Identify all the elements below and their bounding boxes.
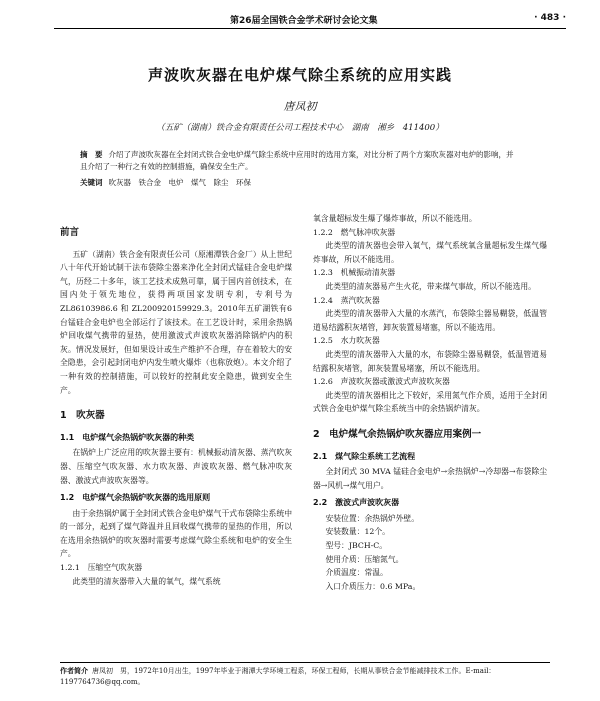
section-heading-1-1: 1.1 电炉煤气余热锅炉吹灰器的种类 [60, 432, 195, 442]
keywords-text: 吹灰器 铁合金 电炉 煤气 除尘 环保 [108, 178, 251, 187]
section-heading-1-2-3: 1.2.3 机械振动清灰器 [313, 268, 396, 278]
paper-title: 声波吹灰器在电炉煤气除尘系统的应用实践 [147, 66, 452, 84]
paper-author: 唐凤初 [283, 100, 317, 113]
section-1-2-6-paragraph: 此类型的清灰器相比之下较好，采用氮气作介质，适用于全封闭式铁合金电炉煤气除尘系统当中的余热锅炉清灰。 [313, 390, 547, 414]
right-column [313, 212, 547, 593]
section-heading-1: 1 吹灰器 [60, 410, 105, 422]
section-heading-1-2: 1.2 电炉煤气余热锅炉吹灰器的选用原则 [60, 493, 211, 503]
section-heading-2-2: 2.2 激波式声波吹灰器 [313, 498, 400, 508]
abstract-label: 摘 要 [80, 150, 103, 159]
running-header [54, 12, 566, 29]
spec-install-position: 安装位置：余热锅炉外壁。 [325, 513, 420, 523]
section-1-2-paragraph: 由于余热锅炉属于全封闭式铁合金电炉煤气干式布袋除尘系统中的一部分，起到了煤气降温并且回收煤气携带的显热的作用，所以在选用余热锅炉的吹灰器时需要考虑煤气除尘系统和电炉的安全生产。 [60, 508, 292, 559]
keywords [80, 177, 520, 188]
section-1-2-1-continued: 氧含量超标发生爆了爆炸事故，所以不能选用。 [313, 214, 477, 223]
section-heading-2: 2 电炉煤气余热锅炉吹灰器应用案例一 [313, 428, 482, 440]
section-1-2-4-paragraph: 此类型的清灰器带入大量的水蒸汽，布袋除尘器易糊袋，低温管道易结露积灰堵管，卸灰装置易堵塞，所以不能选用。 [313, 309, 547, 332]
section-2-1-paragraph: 全封闭式 30 MVA 锰硅合金电炉→余热锅炉→冷却器→布袋除尘器→风机→煤气用户。 [313, 467, 547, 490]
spec-install-count: 安装数量：12个。 [325, 527, 390, 537]
spec-inlet-pressure: 入口介质压力：0.6 MPa。 [325, 581, 421, 591]
section-heading-1-2-5: 1.2.5 水力吹灰器 [313, 336, 380, 346]
abstract [80, 149, 520, 173]
section-1-1-paragraph: 在锅炉上广泛应用的吹灰器主要有：机械振动清灰器、蒸汽吹灰器、压缩空气吹灰器、水力吹灰器、声波吹灰器、燃气脉冲吹灰器、激波式声波吹灰器等。 [60, 448, 292, 485]
spec-medium-temperature: 介质温度：常温。 [325, 568, 388, 578]
running-header-title: 第26届全国铁合金学术研讨会论文集 [230, 16, 378, 26]
spec-model: 型号：JBCH-C。 [325, 541, 388, 551]
keywords-label: 关键词 [80, 178, 103, 187]
section-heading-preface: 前言 [60, 227, 80, 238]
section-heading-1-2-6: 1.2.6 声波吹灰器或激波式声波吹灰器 [313, 377, 450, 387]
section-heading-1-2-4: 1.2.4 蒸汽吹灰器 [313, 295, 380, 305]
abstract-text: 介绍了声波吹灰器在全封闭式铁合金电炉煤气除尘系统中应用时的选用方案，对比分析了两个方案吹灰器对电炉的影响，并且介绍了一种行之有效的控制措施，确保安全生产。 [80, 150, 514, 171]
section-heading-2-1: 2.1 煤气除尘系统工艺流程 [313, 451, 416, 461]
section-1-2-5-paragraph: 此类型的清灰器带入大量的水，布袋除尘器易糊袋，低温管道易结露积灰堵管，卸灰装置易堵塞，所以不能选用。 [313, 349, 547, 373]
author-footnote [60, 662, 550, 688]
preface-paragraph: 五矿（湖南）铁合金有限责任公司（原湘潭铁合金厂）从上世纪八十年代开始试制干法布袋除尘器来净化全封闭式锰硅合金电炉煤气，历经二十多年，该工艺技术成熟可靠，属于国内首创技术，在国内处于领先地位，获得两项国家发明专利，专利号为 ZL86103986.6 和 ZL200920159929.3。2010年五矿湖铁有6台锰硅合金电炉也全部运行了该技术。在工艺设计时，采用余热锅炉回收煤气携带的显热，使用激波式声波吹灰器消除锅炉内的积灰。情况发展好，但如果设计或生产维护不合理，存在着较大的安全隐患，会引起封闭电炉内发生喷火爆炸（也称放炮）。本文介绍了一种有效的控制措施，可以较好的控制此安全隐患，做到安全生产。 [60, 249, 292, 395]
section-1-2-2-paragraph: 此类型的清灰器也会带入氧气，煤气系统氧含量超标发生煤气爆炸事故，所以不能选用。 [313, 241, 547, 264]
spec-medium: 使用介质：压缩氮气。 [325, 554, 404, 564]
footnote-text: 唐凤初 男，1972年10月出生，1997年毕业于湘潭大学环境工程系，环保工程师，长期从事铁合金节能减排技术工作。E-mail：1197764736@qq.com。 [60, 667, 496, 686]
section-heading-1-2-1: 1.2.1 压缩空气吹灰器 [60, 563, 143, 573]
section-1-2-3-paragraph: 此类型的清灰器易产生火花，带来煤气事故，所以不能选用。 [325, 281, 536, 291]
paper-affiliation: （五矿（湖南）铁合金有限责任公司工程技术中心 湖南 湘乡 411400） [156, 123, 444, 133]
left-column [60, 218, 292, 588]
section-heading-1-2-2: 1.2.2 燃气脉冲吹灰器 [313, 227, 396, 237]
page-number: · 483 · [534, 13, 566, 23]
footnote-label: 作者简介 [60, 667, 88, 675]
section-1-2-1-paragraph: 此类型的清灰器带入大量的氧气，煤气系统 [72, 576, 221, 586]
